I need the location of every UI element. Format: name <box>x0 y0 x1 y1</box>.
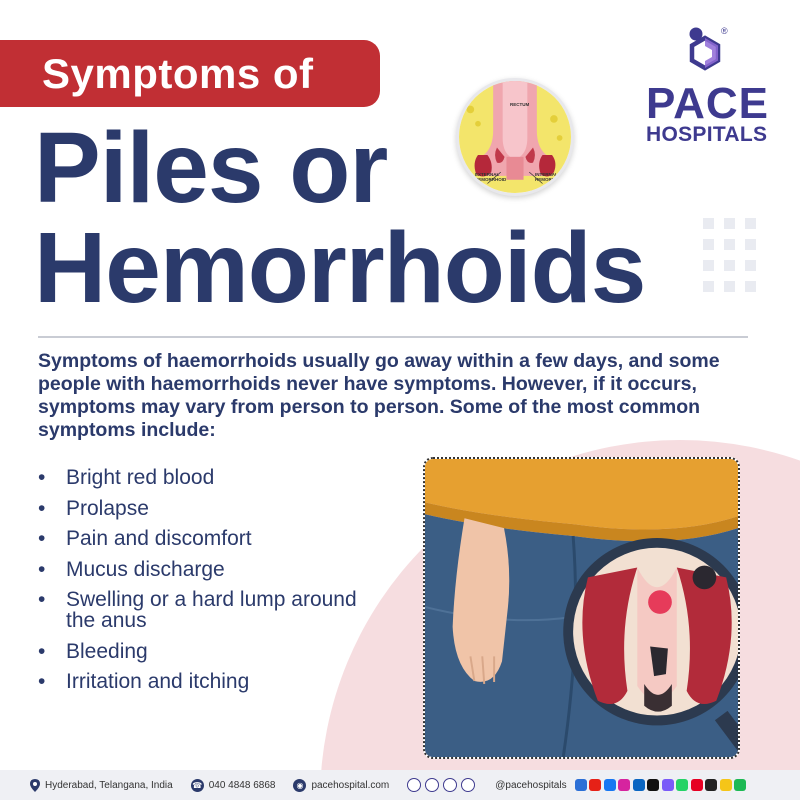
footer-handle-text: @pacehospitals <box>495 779 567 791</box>
list-item: • Swelling or a hard lump around the anus <box>38 589 358 631</box>
globe-icon: ◉ <box>293 779 306 792</box>
messenger-icon[interactable] <box>662 779 674 791</box>
external-hemorrhoid-label: EXTERNAL HEMORRHOID <box>475 172 507 182</box>
x-icon[interactable] <box>647 779 659 791</box>
location-pin-icon <box>30 779 40 792</box>
logo-name: PACE <box>646 79 769 128</box>
facebook-icon[interactable] <box>604 779 616 791</box>
magnifier-photo <box>423 457 740 759</box>
hemorrhoid-anatomy-illustration <box>456 78 574 196</box>
footer-bar <box>0 770 800 800</box>
footer-website-text: pacehospital.com <box>311 779 390 791</box>
accreditation-badge-icon <box>443 778 457 792</box>
list-item: • Bleeding <box>38 641 358 662</box>
footer-location <box>30 779 173 792</box>
decorative-dot-grid <box>703 218 756 292</box>
snapchat-icon[interactable] <box>720 779 732 791</box>
divider <box>38 336 748 338</box>
title-banner-text: Symptoms of <box>42 50 314 97</box>
footer-phone-text: 040 4848 6868 <box>208 779 276 791</box>
accreditation-badge-icon <box>425 778 439 792</box>
accreditation-badges <box>407 778 479 792</box>
footer-phone[interactable] <box>191 779 276 792</box>
list-item: • Irritation and itching <box>38 671 358 692</box>
registered-mark: ® <box>721 26 728 36</box>
rectum-label: RECTUM <box>510 102 530 107</box>
accreditation-badge-icon <box>407 778 421 792</box>
instagram-icon[interactable] <box>618 779 630 791</box>
footer-handle[interactable] <box>495 780 566 791</box>
list-item: • Pain and discomfort <box>38 528 358 549</box>
symptom-list <box>38 467 358 702</box>
logo-mark-icon <box>685 26 725 78</box>
pace-hospitals-logo <box>643 26 773 152</box>
google-business-icon[interactable] <box>575 779 587 791</box>
logo-subtitle: HOSPITALS <box>646 123 768 146</box>
social-icons <box>575 779 749 791</box>
list-item: • Prolapse <box>38 498 358 519</box>
footer-location-text: Hyderabad, Telangana, India <box>45 779 173 791</box>
phone-icon: ☎ <box>192 780 203 790</box>
pinterest-icon[interactable] <box>691 779 703 791</box>
linkedin-icon[interactable] <box>633 779 645 791</box>
spotify-icon[interactable] <box>734 779 746 791</box>
threads-icon[interactable] <box>705 779 717 791</box>
accreditation-badge-icon <box>461 778 475 792</box>
list-item: • Bright red blood <box>38 467 358 488</box>
intro-paragraph: Symptoms of haemorrhoids usually go away within a few days, and some people with haemorrhoids never have symptoms. However, if it occurs, symptoms may vary from person to person. Some of the most common symptoms include: <box>38 350 720 441</box>
headline-line-2: Hemorrhoids <box>34 212 646 324</box>
youtube-icon[interactable] <box>589 779 601 791</box>
footer-website[interactable] <box>293 779 389 792</box>
headline-line-1: Piles or <box>34 112 388 224</box>
internal-hemorrhoid-label: INTERNAL HEMORRHOID <box>535 172 567 182</box>
list-item: • Mucus discharge <box>38 559 358 580</box>
whatsapp-icon[interactable] <box>676 779 688 791</box>
